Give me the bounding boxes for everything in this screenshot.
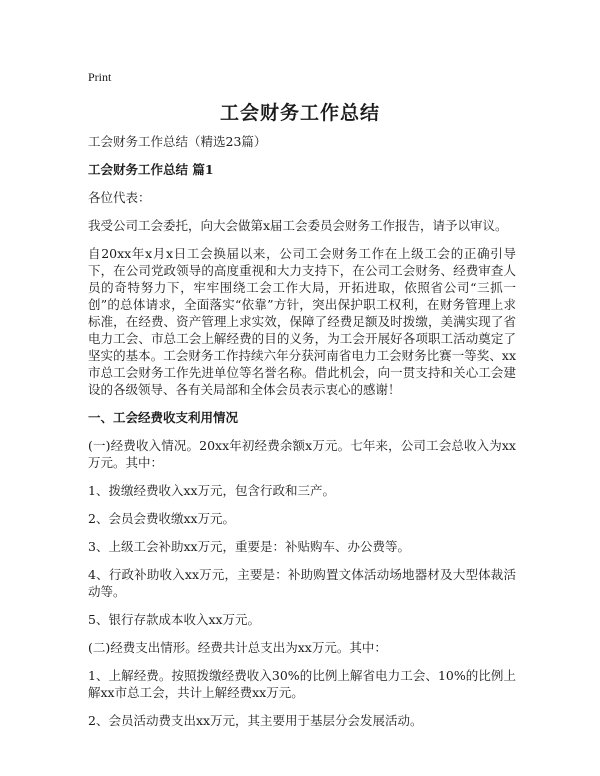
print-label: Print [88, 70, 112, 84]
section-heading: 工会财务工作总结 篇1 [88, 162, 214, 177]
income-item: 1、拨缴经费收入xx万元，包含行政和三产。 [88, 483, 336, 498]
expense-item: 1、上解经费。按照拨缴经费收入30%的比例上解省电力工会、10%的比例上解xx市总工会，共计上解经费xx万元。 [88, 668, 516, 700]
section-one-heading: 一、工会经费收支利用情况 [88, 410, 239, 425]
expense-item: 2、会员活动费支出xx万元，其主要用于基层分会发展活动。 [88, 713, 423, 728]
document-body [88, 133, 516, 729]
expense-intro: (二)经费支出情形。经费共计总支出为xx万元。其中： [88, 640, 387, 655]
income-intro: (一)经费收入情况。20xx年初经费余额x万元。七年来，公司工会总收入为xx万元。其中： [88, 438, 516, 470]
greeting: 各位代表： [88, 190, 151, 205]
income-item: 3、上级工会补助xx万元，重要是：补贴购车、办公费等。 [88, 539, 411, 554]
document-title: 工会财务工作总结 [219, 102, 380, 124]
body-paragraph: 自20xx年x月x日工会换届以来，公司工会财务工作在上级工会的正确引导下，在公司党政领导的高度重视和大力支持下，在公司工会财务、经费审查人员的奇特努力下，牢牢围绕工会工作大局，开拓进取，依照省公司“三抓一创”的总体请求，全面落实“依靠”方针，突出保护职工权利，在财务管理上求标准，在经费、资产管理上求实效，保障了经费足额及时拨缴，美满实现了省电力工会、市总工会上解经费的目的义务，为工会开展好各项职工活动奠定了坚实的基本。工会财务工作持续六年分获河南省电力工会财务比赛一等奖、xx市总工会财务工作先进单位等名誉名称。借此机会，向一贯支持和关心工会建设的各级领导、各有关局部和全体会员表示衷心的感谢！ [88, 246, 516, 397]
income-item: 4、行政补助收入xx万元，主要是：补助购置文体活动场地器材及大型体裁活动等。 [88, 567, 516, 599]
income-item: 2、会员会费收缴xx万元。 [88, 511, 236, 526]
intro-paragraph: 我受公司工会委托，向大会做第x届工会委员会财务工作报告，请予以审议。 [88, 218, 508, 233]
income-item: 5、银行存款成本收入xx万元。 [88, 612, 261, 627]
document-subtitle: 工会财务工作总结（精选23篇） [88, 134, 267, 149]
